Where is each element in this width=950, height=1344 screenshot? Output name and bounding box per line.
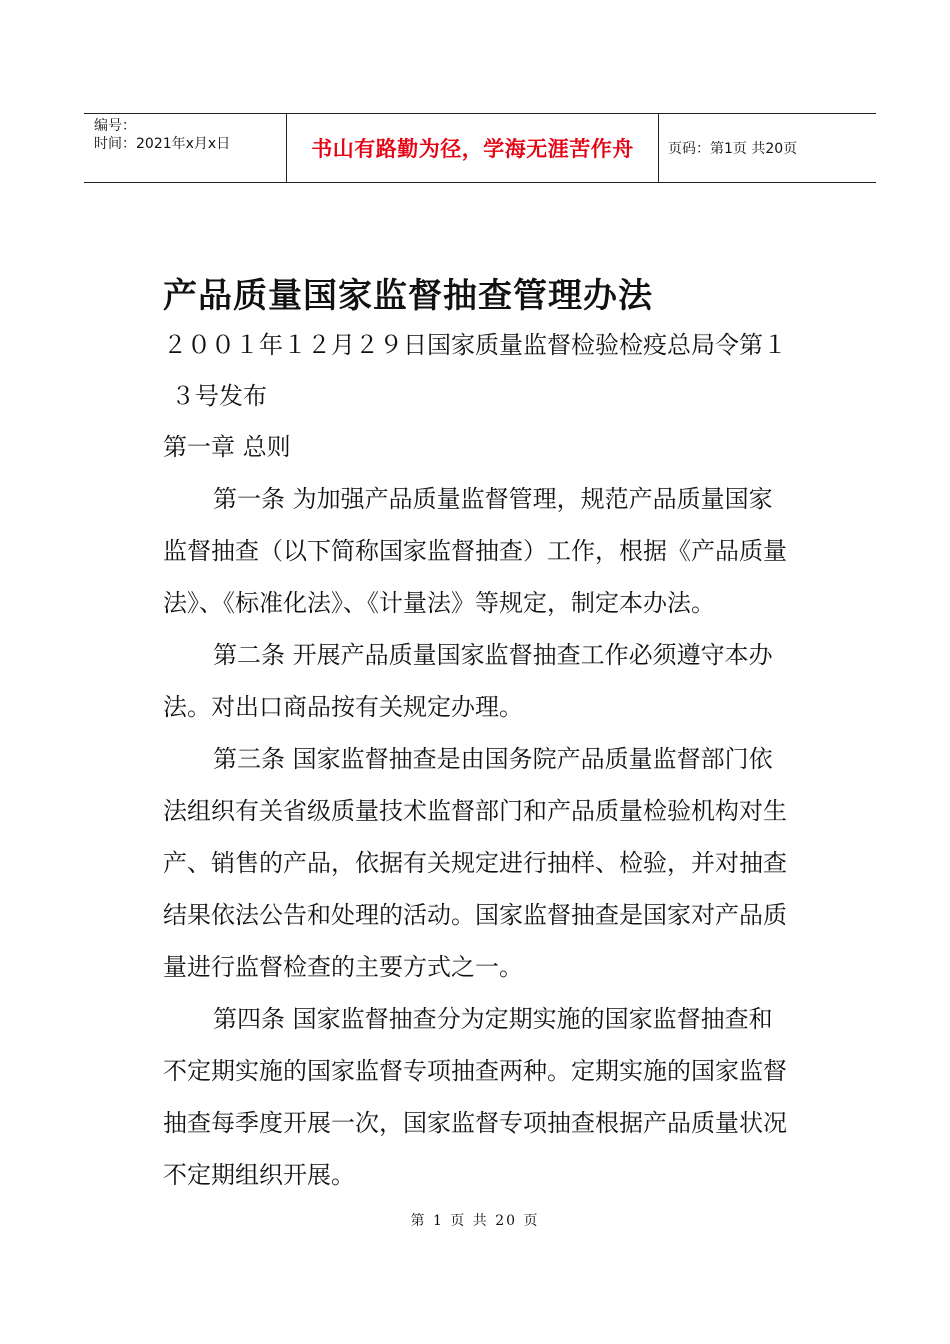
body-line: 第二条 开展产品质量国家监督抽查工作必须遵守本办 bbox=[213, 641, 773, 669]
body-line: 抽查每季度开展一次，国家监督专项抽查根据产品质量状况 bbox=[163, 1109, 787, 1137]
header-number-label: 编号： bbox=[94, 118, 136, 134]
publication-line: ３号发布 bbox=[171, 382, 267, 410]
body-line: 第四条 国家监督抽查分为定期实施的国家监督抽查和 bbox=[213, 1005, 773, 1033]
header-time-label: 时间：2021年x月x日 bbox=[94, 136, 231, 152]
body-line: 不定期实施的国家监督专项抽查两种。定期实施的国家监督 bbox=[163, 1057, 787, 1085]
page-footer: 第 1 页 共 20 页 bbox=[410, 1213, 540, 1229]
body-line: 量进行监督检查的主要方式之一。 bbox=[163, 953, 523, 981]
body-line: 不定期组织开展。 bbox=[163, 1161, 355, 1189]
publication-line: ２００１年１２月２９日国家质量监督检验检疫总局令第１ bbox=[163, 331, 787, 359]
body-line: 第三条 国家监督抽查是由国务院产品质量监督部门依 bbox=[213, 745, 773, 773]
body-line: 监督抽查（以下简称国家监督抽查）工作，根据《产品质量 bbox=[163, 537, 787, 565]
body-line: 法》、《标准化法》、《计量法》等规定，制定本办法。 bbox=[163, 589, 715, 617]
body-line: 结果依法公告和处理的活动。国家监督抽查是国家对产品质 bbox=[163, 901, 787, 929]
header-page-info: 页码：第1页 共20页 bbox=[668, 141, 798, 157]
header-motto: 书山有路勤为径，学海无涯苦作舟 bbox=[311, 137, 634, 161]
body-line: 第一条 为加强产品质量监督管理，规范产品质量国家 bbox=[213, 485, 773, 513]
chapter-heading: 第一章 总则 bbox=[163, 433, 291, 461]
body-line: 法组织有关省级质量技术监督部门和产品质量检验机构对生 bbox=[163, 797, 787, 825]
header-meta bbox=[94, 117, 230, 153]
header-divider bbox=[658, 114, 659, 182]
body-line: 法。对出口商品按有关规定办理。 bbox=[163, 693, 523, 721]
document-title: 产品质量国家监督抽查管理办法 bbox=[163, 276, 653, 316]
body-line: 产、销售的产品，依据有关规定进行抽样、检验，并对抽查 bbox=[163, 849, 787, 877]
document-header bbox=[84, 113, 876, 183]
